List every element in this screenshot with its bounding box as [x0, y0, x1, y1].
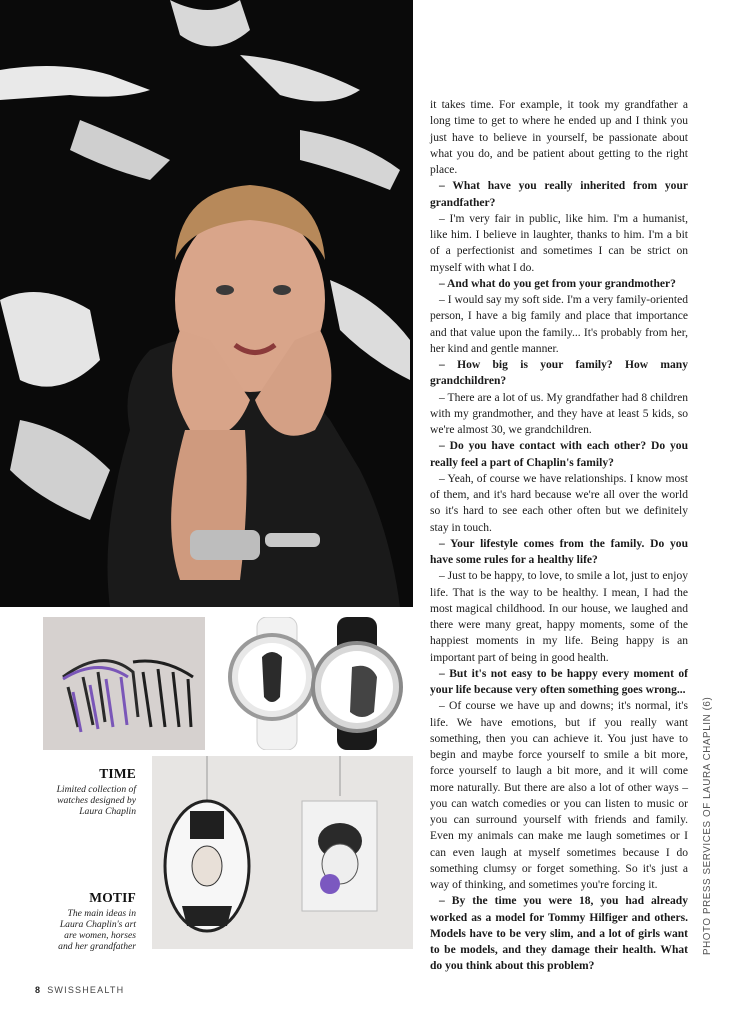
- photo-credit: PHOTO PRESS SERVICES OF LAURA CHAPLIN (6): [702, 696, 713, 955]
- interview-question: – And what do you get from your grandmother?: [439, 277, 676, 290]
- caption-line: and her grandfather: [58, 941, 136, 952]
- article-paragraph: – Yeah, of course we have relationships. I know most of them, and it's hard because we're all over the world so it's hard to see each other often but we definitely stay in touch.: [430, 472, 688, 534]
- caption-motif-title: MOTIF: [89, 890, 136, 905]
- gallery-photo: [152, 756, 413, 949]
- caption-time: [43, 766, 136, 817]
- article-paragraph: – There are a lot of us. My grandfather had 8 children with my grandmother, and they have at least 5 kids, so we're almost 30, we grandchildren.: [430, 391, 688, 436]
- page-footer: [35, 985, 124, 995]
- interview-question: – Your lifestyle comes from the family. Do you have some rules for a healthy life?: [430, 537, 688, 566]
- article-paragraph: – I would say my soft side. I'm a very family-oriented person, I have a big family and place that importance and that value upon the family... It's probably from her, her kind and gentle manner.: [430, 294, 688, 355]
- interview-question: – How big is your family? How many grandchildren?: [430, 359, 688, 388]
- hero-photo: [0, 0, 413, 607]
- caption-motif-text: [43, 908, 136, 952]
- article-paragraph: – I'm very fair in public, like him. I'm a humanist, like him. I believe in laughter, thanks to him. I'm a bit of a perfectionist and sometimes I can be strict on myself with what I do.: [430, 212, 688, 274]
- magazine-name: SWISSHEALTH: [47, 985, 125, 995]
- caption-motif: [43, 890, 136, 952]
- caption-time-text: [43, 784, 136, 817]
- interview-question: – But it's not easy to be happy every moment of your life because very often something goes wrong...: [430, 667, 688, 696]
- article-paragraph: it takes time. For example, it took my grandfather a long time to get to where he ended up and I think you just have to believe in yourself, be passionate about what you do, and be patient about getting to the right place.: [430, 99, 688, 176]
- zebra-painting: [43, 617, 205, 750]
- article-column: [430, 97, 688, 975]
- interview-question: – Do you have contact with each other? Do you really feel a part of Chaplin's family?: [430, 440, 688, 469]
- caption-line: Laura Chaplin: [79, 806, 136, 817]
- watches-photo: [212, 617, 413, 750]
- page-number: 8: [35, 985, 42, 995]
- caption-line: The main ideas in: [67, 908, 136, 919]
- caption-time-title: TIME: [99, 766, 136, 781]
- interview-question: – By the time you were 18, you had already worked as a model for Tommy Hilfiger and others. Models have to be very slim, and a lot of girls want to be models, and they damage their health. What do you think about this problem?: [430, 895, 688, 973]
- caption-line: Limited collection of: [56, 784, 136, 795]
- article-paragraph: – Just to be happy, to love, to smile a lot, just to enjoy life. That is the way to be healthy. I mean, I had the most magical childhood. In our house, we laughed and there were many great, happy moments, some of the happiest moments in my life. Being happy is an important part of being in good health.: [430, 570, 688, 664]
- interview-question: – What have you really inherited from your grandfather?: [430, 180, 688, 209]
- caption-line: are women, horses: [64, 930, 136, 941]
- caption-line: watches designed by: [57, 795, 136, 806]
- article-paragraph: – Of course we have up and downs; it's normal, it's life. We have emotions, but if you really want something, then you can achieve it. You just have to begin and maybe force yourself to smile a bit more, force yourself to laugh a bit more, and it will come more naturally. But there are also a lot of other ways – you can watch comedies or you can listen to music or you can surround yourself with friends and family. Even my animals can make me laugh sometimes or I can even laugh at myself sometimes because I do something clumsy or forget something. So it's just a way of thinking, and sometimes you're forcing it.: [430, 700, 688, 891]
- caption-line: Laura Chaplin's art: [59, 919, 136, 930]
